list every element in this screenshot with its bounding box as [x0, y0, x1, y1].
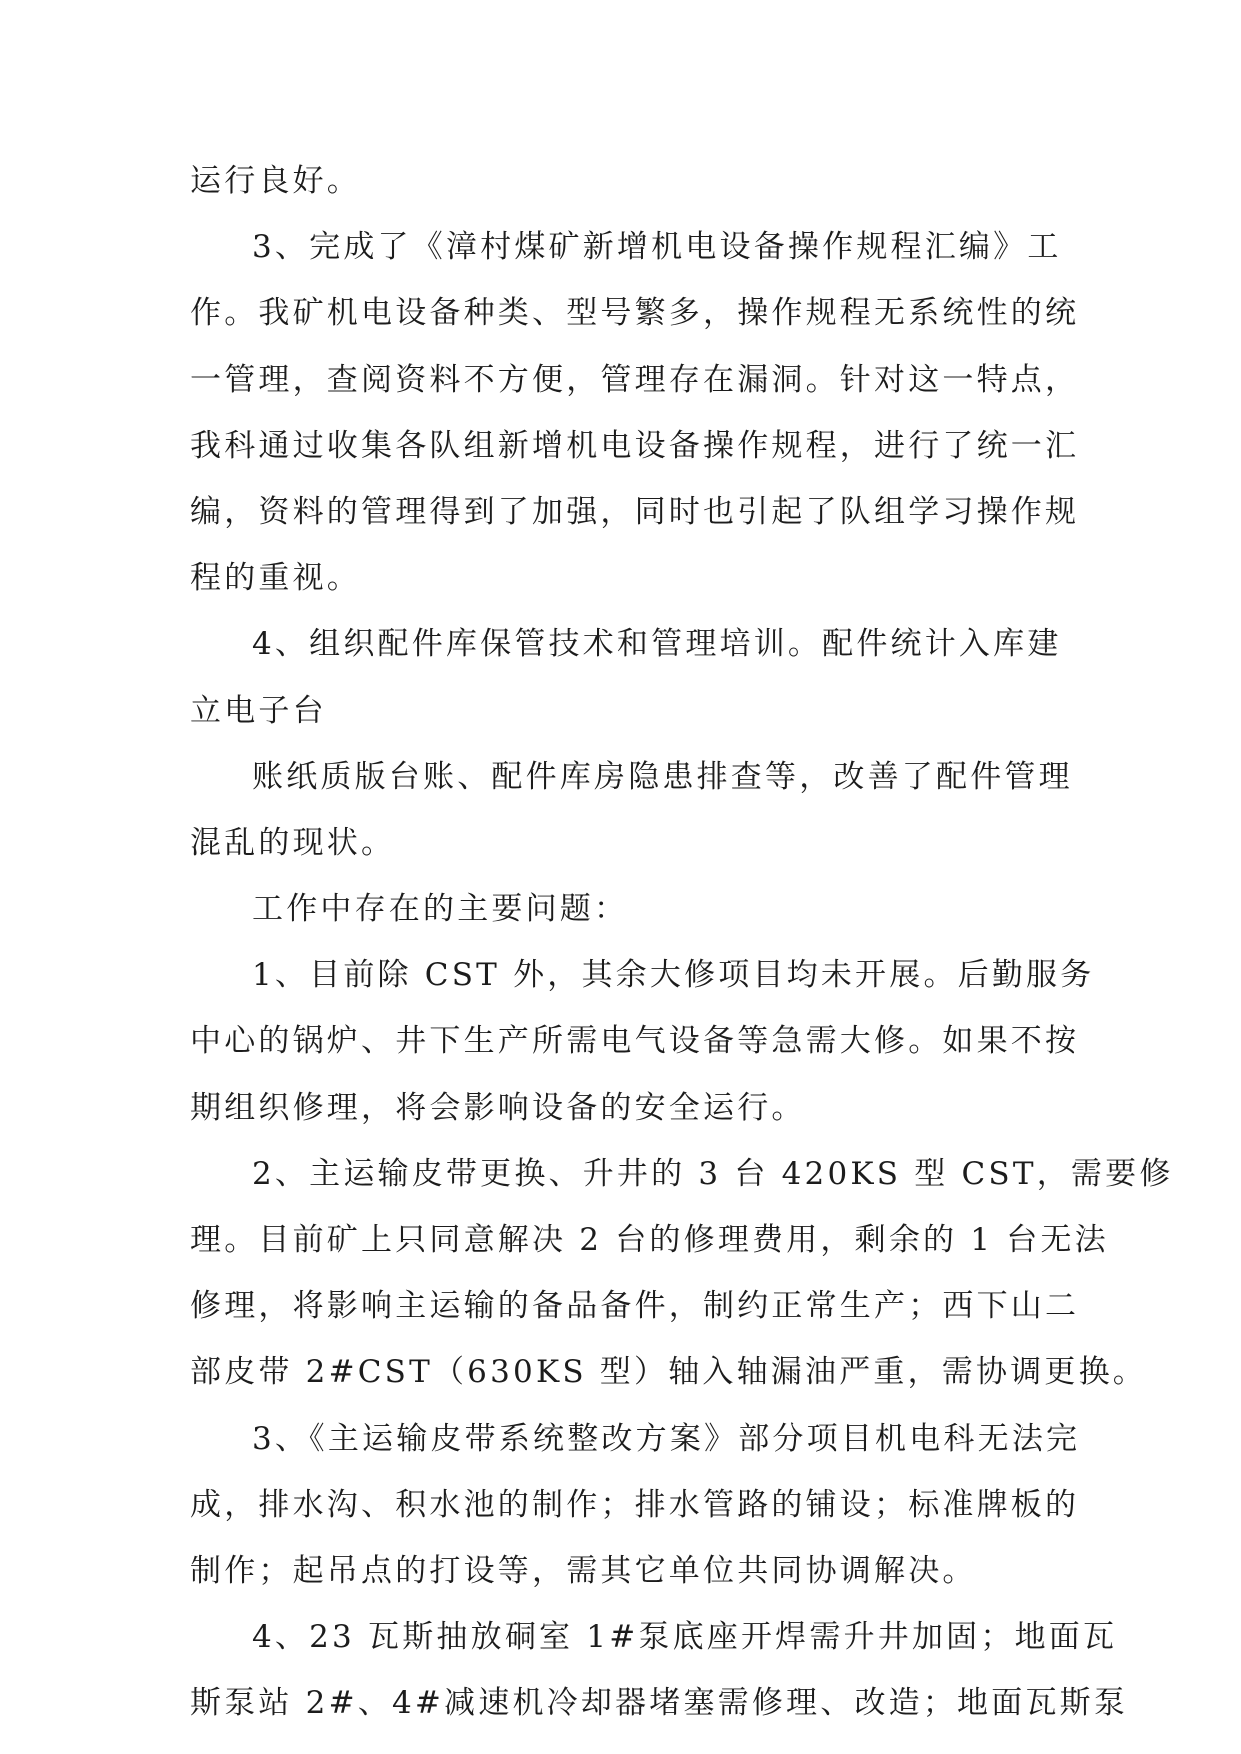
- text-line: 运行良好。: [190, 163, 361, 199]
- text-line: 作。我矿机电设备种类、型号繁多，操作规程无系统性的统: [190, 295, 1080, 332]
- text-line: 编，资料的管理得到了加强，同时也引起了队组学习操作规: [190, 493, 1080, 530]
- text-line: 修理，将影响主运输的备品备件，制约正常生产；西下山二: [190, 1288, 1080, 1325]
- text-line: 中心的锅炉、井下生产所需电气设备等急需大修。如果不按: [190, 1023, 1080, 1060]
- text-line: 一管理，查阅资料不方便，管理存在漏洞。针对这一特点，: [190, 361, 1080, 398]
- text-line: 理。目前矿上只同意解决 2 台的修理费用，剩余的 1 台无法: [190, 1222, 1109, 1258]
- text-line: 成，排水沟、积水池的制作；排水管路的铺设；标准牌板的: [190, 1486, 1080, 1523]
- text-line: 3、《主运输皮带系统整改方案》部分项目机电科无法完: [252, 1420, 1081, 1457]
- text-line: 程的重视。: [190, 560, 361, 597]
- text-line: 制作；起吊点的打设等，需其它单位共同协调解决。: [190, 1552, 977, 1589]
- text-line: 4、组织配件库保管技术和管理培训。配件统计入库建: [252, 626, 1062, 663]
- text-line: 立电子台: [190, 692, 327, 729]
- text-line: 3、完成了《漳村煤矿新增机电设备操作规程汇编》工: [252, 229, 1062, 266]
- text-line: 斯泵站 2#、4#减速机冷却器堵塞需修理、改造；地面瓦斯泵: [190, 1685, 1129, 1722]
- text-line: 混乱的现状。: [190, 824, 396, 861]
- text-line: 我科通过收集各队组新增机电设备操作规程，进行了统一汇: [190, 427, 1080, 464]
- text-line: 1、目前除 CST 外，其余大修项目均未开展。后勤服务: [252, 957, 1095, 994]
- text-line: 账纸质版台账、配件库房隐患排查等，改善了配件管理: [252, 758, 1073, 795]
- text-line: 部皮带 2#CST（630KS 型）轴入轴漏油严重，需协调更换。: [190, 1354, 1148, 1391]
- text-line: 4、23 瓦斯抽放硐室 1#泵底座开焊需升井加固；地面瓦: [252, 1619, 1118, 1656]
- text-line: 2、主运输皮带更换、升井的 3 台 420KS 型 CST，需要修: [252, 1155, 1174, 1192]
- text-line: 期组织修理，将会影响设备的安全运行。: [190, 1089, 806, 1126]
- document-body: [190, 148, 1174, 1737]
- section-heading: 工作中存在的主要问题：: [252, 891, 629, 928]
